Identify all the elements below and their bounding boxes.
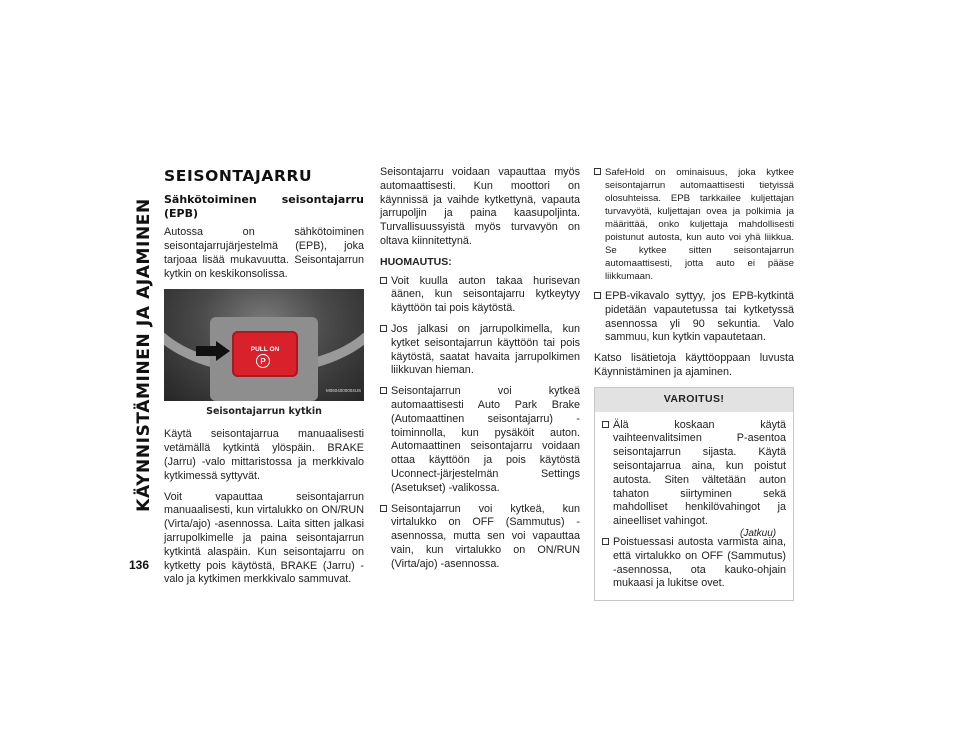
chapter-title: KÄYNNISTÄMINEN JA AJAMINEN — [134, 198, 154, 512]
list-item: Seisontajarrun voi kytkeä, kun virtalukko on OFF (Sammutus) -asennossa, mutta sen voi vapauttaa vain, kun virtalukko on ON/RUN (Virta/ajo) -asennossa. — [380, 503, 580, 572]
page-number: 136 — [129, 558, 150, 572]
list-item: Voit kuulla auton takaa hurisevan äänen, kun seisontajarru kytkeytyy käyttöön tai pois käytöstä. — [380, 275, 580, 316]
square-bullet-icon — [602, 421, 609, 428]
warning-heading: VAROITUS! — [595, 388, 793, 412]
square-bullet-icon — [594, 168, 601, 175]
intro-paragraph: Autossa on sähkötoiminen seisontajarrujärjestelmä (EPB), joka tarjoaa lisää mukavuutta. Seisontajarrun kytkin on keskikonsolissa. — [164, 226, 364, 280]
parking-brake-switch-image — [164, 289, 364, 401]
paragraph: Seisontajarru voidaan vapauttaa myös automaattisesti. Kun moottori on käynnissä ja vaihde kytkettynä, vapauta jarrupoljin ja paina kaasupoljinta. Turvallisuussyistä myös turvavyön on oltava kiinnitettynä. — [380, 166, 580, 247]
list-item: Älä koskaan käytä vaihteenvalitsimen P-asentoa seisontajarrun sijasta. Käytä seisontajarrua aina, kun poistut autosta. Siten vältetään auton tahaton siirtyminen sekä mahdolliset henkilövahingot ja aineelliset vahingot. — [602, 419, 786, 529]
parking-brake-icon: P — [256, 354, 270, 368]
warning-box — [594, 387, 794, 601]
subsection-title: Sähkötoiminen seisontajarru (EPB) — [164, 192, 364, 220]
paragraph: Katso lisätietoja käyttöoppaan luvusta Käynnistäminen ja ajaminen. — [594, 352, 794, 378]
note-heading: HUOMAUTUS: — [380, 255, 452, 268]
paragraph: Käytä seisontajarrua manuaalisesti vetämällä kytkintä ylöspäin. BRAKE (Jarru) -valo mittaristossa ja merkkivalo kytkimessä syttyvät. — [164, 428, 364, 482]
list-item: Jos jalkasi on jarrupolkimella, kun kytket seisontajarrun käyttöön tai pois käytöstä, saatat havaita jarrupolkimen liikkuvan hieman. — [380, 323, 580, 378]
column-2 — [380, 166, 580, 579]
list-item: EPB-vikavalo syttyy, jos EPB-kytkintä pidetään vapautetussa tai kytketyssä asennossa yli 90 sekuntia. Valo sammuu, kun kytkin vapautetaan. — [594, 290, 794, 345]
list-item: Seisontajarrun voi kytkeä automaattisesti Auto Park Brake (Automaattinen seisontajarru) -toiminnolla, kun pysäköit auton. Automaattinen seisontajarru voidaan ottaa käyttöön ja pois käytöstä Uconnect-järjestelmän Settings (Asetukset) -valikossa. — [380, 385, 580, 495]
section-title: SEISONTAJARRU — [164, 167, 313, 185]
square-bullet-icon — [380, 387, 387, 394]
square-bullet-icon — [380, 505, 387, 512]
switch-label: PULL ON — [250, 345, 280, 353]
figure-code: M0604000004US — [325, 387, 361, 393]
chapter-side-tab — [132, 160, 156, 550]
continued-note: (Jatkuu) — [740, 528, 777, 539]
square-bullet-icon — [594, 292, 601, 299]
square-bullet-icon — [602, 538, 609, 545]
warning-list — [595, 412, 793, 601]
column-1 — [164, 167, 364, 594]
square-bullet-icon — [380, 325, 387, 332]
list-item: Poistuessasi autosta varmista aina, että virtalukko on OFF (Sammutus) -asennossa, ota kauko-ohjain mukaasi ja lukitse ovet. — [602, 536, 786, 591]
note-list — [380, 275, 580, 572]
square-bullet-icon — [380, 277, 387, 284]
figure-caption: Seisontajarrun kytkin — [206, 405, 322, 417]
paragraph: Voit vapauttaa seisontajarrun manuaalisesti, kun virtalukko on ON/RUN (Virta/ajo) -asennossa. Laita sitten jalkasi jarrupolkimelle ja paina seisontajarrun kytkintä alaspäin. Kun seisontajarru on kytketty pois käytöstä, BRAKE (Jarru) -valo ja kytkimen merkkivalo sammuvat. — [164, 490, 364, 586]
list-item: SafeHold on ominaisuus, joka kytkee seisontajarrun automaattisesti tietyissä olosuhteissa. EPB tarkkailee kuljettajan turvavyötä, kuljettajan ovea ja polkimia ja määrittää, onko kuljettaja mahdollisesti poistunut autosta, kun auto voi yhä liikkua. Se kytkee sitten seisontajarrun automaattisesti, jotta auto ei pääse liikkumaan. — [594, 166, 794, 283]
note-list-continued — [594, 166, 794, 345]
